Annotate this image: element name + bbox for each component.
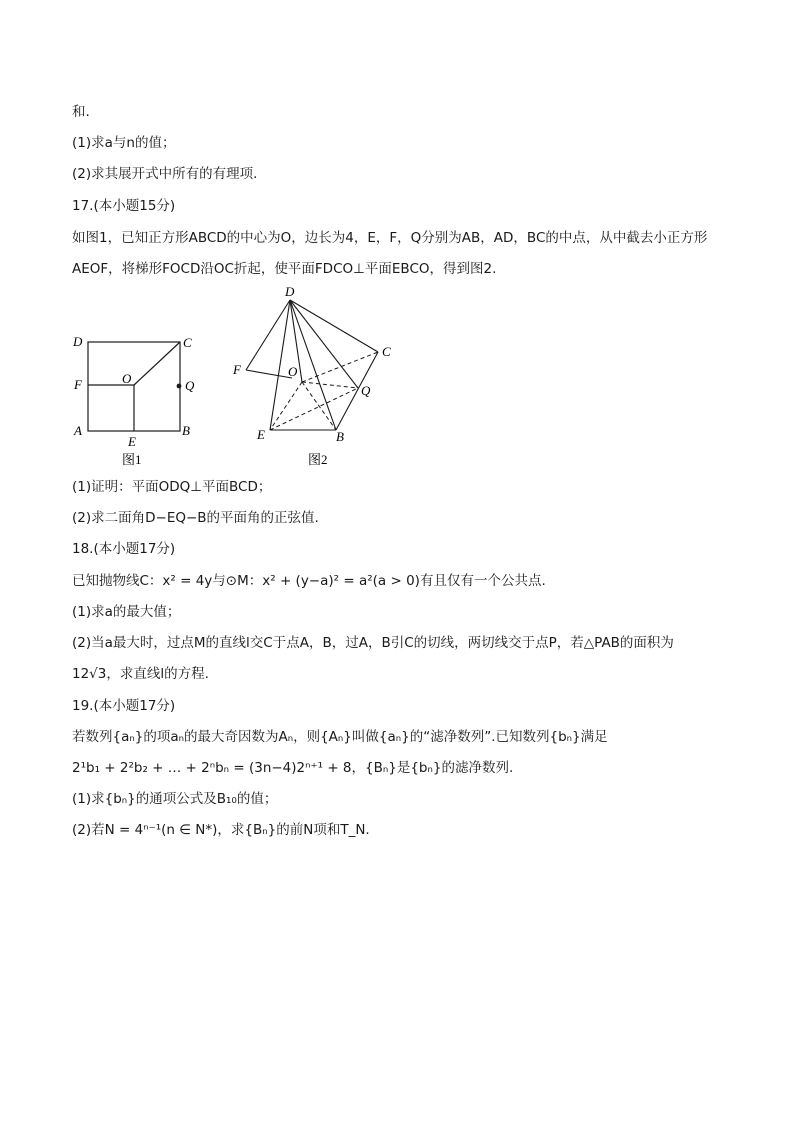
- label-O: O: [288, 364, 298, 379]
- segment-OC: [134, 342, 180, 385]
- label-D: D: [73, 334, 83, 349]
- label-B: B: [336, 429, 344, 444]
- label-E: E: [128, 434, 136, 449]
- edge-OQ: [302, 382, 358, 388]
- figure-1-caption: 图1: [122, 452, 142, 467]
- figure-1: [66, 330, 206, 474]
- problem-17-heading: 17.(本小题15分): [72, 198, 176, 214]
- edge-FO: [246, 370, 292, 378]
- figure-2-caption: 图2: [308, 452, 328, 467]
- label-B: B: [182, 423, 190, 438]
- edge-DQ: [290, 300, 358, 388]
- problem-18-part-2-cont: 12√3，求直线l的方程.: [72, 666, 209, 682]
- edge-DC: [290, 300, 378, 352]
- problem-17-text-1: 如图1，已知正方形ABCD的中心为O，边长为4，E，F，Q分别为AB，AD，BC的中点，从中截去小正方形: [72, 230, 708, 246]
- label-C: C: [183, 335, 192, 350]
- problem-19-heading: 19.(本小题17分): [72, 698, 176, 714]
- edge-DF: [246, 300, 290, 370]
- edge-CB: [336, 352, 378, 430]
- edge-OB: [302, 382, 336, 430]
- problem-18-heading: 18.(本小题17分): [72, 541, 176, 557]
- label-E: E: [257, 427, 265, 442]
- problem-17-part-2: (2)求二面角D−EQ−B的平面角的正弦值.: [72, 510, 319, 526]
- problem-19-part-1: (1)求{bₙ}的通项公式及B₁₀的值；: [72, 791, 278, 807]
- label-F: F: [74, 377, 82, 392]
- point-Q-dot: [177, 384, 182, 389]
- text-line-2: (1)求a与n的值；: [72, 135, 176, 151]
- problem-17-text-2: AEOF，将梯形FOCD沿OC折起，使平面FDCO⊥平面EBCO，得到图2.: [72, 261, 497, 277]
- figure-2: [226, 282, 406, 476]
- problem-19-text-1: 若数列{aₙ}的项aₙ的最大奇因数为Aₙ，则{Aₙ}叫做{aₙ}的“滤净数列”.已知数列{bₙ}满足: [72, 729, 608, 745]
- label-D: D: [285, 284, 295, 299]
- label-A: A: [74, 423, 82, 438]
- problem-18-text: 已知抛物线C：x² = 4y与⊙M：x² + (y−a)² = a²(a > 0)有且仅有一个公共点.: [72, 573, 546, 589]
- figure-1-drawing: [66, 330, 206, 470]
- edge-EQ: [270, 388, 358, 430]
- edge-DE: [270, 300, 290, 430]
- label-C: C: [382, 344, 391, 359]
- problem-18-part-2: (2)当a最大时，过点M的直线l交C于点A，B，过A，B引C的切线，两切线交于点P，若△PAB的面积为: [72, 635, 674, 651]
- label-O: O: [122, 371, 132, 386]
- label-Q: Q: [361, 383, 371, 398]
- problem-18-part-1: (1)求a的最大值；: [72, 604, 181, 620]
- problem-19-part-2: (2)若N = 4ⁿ⁻¹(n ∈ N*)，求{Bₙ}的前N项和T_N.: [72, 822, 370, 838]
- problem-17-part-1: (1)证明：平面ODQ⊥平面BCD；: [72, 479, 272, 495]
- problem-19-text-2: 2¹b₁ + 2²b₂ + … + 2ⁿbₙ = (3n−4)2ⁿ⁺¹ + 8，{Bₙ}是{bₙ}的滤净数列.: [72, 760, 514, 776]
- figure-2-drawing: [226, 282, 406, 472]
- label-F: F: [233, 362, 241, 377]
- text-line-3: (2)求其展开式中所有的有理项.: [72, 166, 258, 182]
- label-Q: Q: [185, 378, 195, 393]
- text-line-1: 和.: [72, 104, 90, 120]
